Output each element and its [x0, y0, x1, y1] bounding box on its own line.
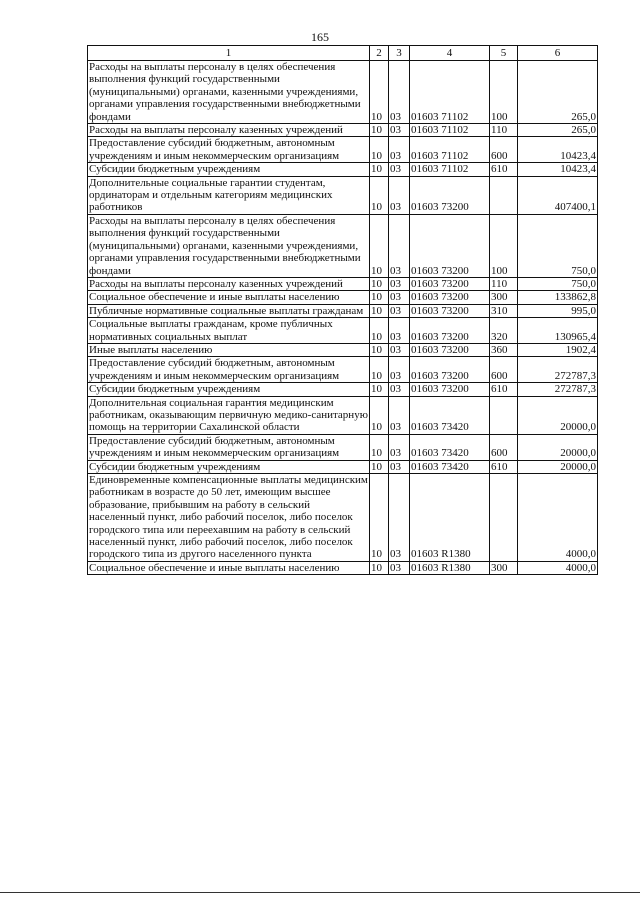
subsection-cell: 03: [389, 357, 410, 383]
target-article-cell: 01603 71102: [410, 163, 490, 176]
target-article-cell: 01603 71102: [410, 137, 490, 163]
target-article-cell: 01603 73200: [410, 304, 490, 317]
target-article-cell: 01603 73200: [410, 214, 490, 277]
amount-cell: 10423,4: [518, 163, 598, 176]
row-name-cell: Социальное обеспечение и иные выплаты населению: [88, 291, 370, 304]
expense-type-cell: 360: [490, 343, 518, 356]
subsection-cell: 03: [389, 61, 410, 124]
target-article-cell: 01603 73200: [410, 318, 490, 344]
amount-cell: 265,0: [518, 124, 598, 137]
expense-type-cell: 320: [490, 318, 518, 344]
expense-type-cell: 600: [490, 434, 518, 460]
expense-type-cell: 600: [490, 357, 518, 383]
amount-cell: 750,0: [518, 214, 598, 277]
target-article-cell: 01603 73420: [410, 460, 490, 473]
expense-type-cell: 600: [490, 137, 518, 163]
row-name-cell: Единовременные компенсационные выплаты медицинским работникам в возрасте до 50 лет, имеющим высшее образование, прибывшим на работу в сельский населенный пункт, либо рабочий поселок, либо поселок городского типа или переехавшим на работу в сельский населенный пункт, либо рабочий поселок, либо поселок городского типа из другого населенного пункта: [89, 474, 368, 561]
subsection-cell: 03: [389, 214, 410, 277]
row-name-cell: Публичные нормативные социальные выплаты гражданам: [88, 304, 370, 317]
target-article-cell: 01603 71102: [410, 61, 490, 124]
section-cell: 10: [370, 383, 389, 396]
section-cell: 10: [370, 396, 389, 434]
amount-cell: 4000,0: [518, 474, 598, 562]
subsection-cell: 03: [389, 383, 410, 396]
row-name-cell: Социальное обеспечение и иные выплаты населению: [88, 561, 370, 574]
table-row: [88, 474, 598, 562]
amount-cell: 20000,0: [518, 434, 598, 460]
table-row: [88, 396, 598, 434]
amount-cell: 265,0: [518, 61, 598, 124]
section-cell: 10: [370, 214, 389, 277]
expense-type-cell: [490, 396, 518, 434]
row-name-cell: Субсидии бюджетным учреждениям: [88, 383, 370, 396]
section-cell: 10: [370, 61, 389, 124]
subsection-cell: 03: [389, 318, 410, 344]
table-row: [88, 460, 598, 473]
section-cell: 10: [370, 357, 389, 383]
expense-type-cell: 100: [490, 214, 518, 277]
amount-cell: 750,0: [518, 277, 598, 290]
subsection-cell: 03: [389, 176, 410, 214]
target-article-cell: 01603 73420: [410, 396, 490, 434]
subsection-cell: 03: [389, 434, 410, 460]
header-cell: 2: [370, 46, 389, 61]
table-header-row: [88, 46, 598, 61]
expense-type-cell: 300: [490, 561, 518, 574]
subsection-cell: 03: [389, 137, 410, 163]
target-article-cell: 01603 73200: [410, 343, 490, 356]
section-cell: 10: [370, 137, 389, 163]
section-cell: 10: [370, 474, 389, 562]
section-cell: 10: [370, 318, 389, 344]
row-name-cell: Предоставление субсидий бюджетным, автономным учреждениям и иным некоммерческим организациям: [88, 434, 370, 460]
target-article-cell: 01603 73200: [410, 176, 490, 214]
row-name-cell: Иные выплаты населению: [88, 343, 370, 356]
expense-type-cell: 610: [490, 460, 518, 473]
target-article-cell: 01603 R1380: [410, 561, 490, 574]
target-article-cell: 01603 73200: [410, 357, 490, 383]
expense-type-cell: 110: [490, 277, 518, 290]
subsection-cell: 03: [389, 460, 410, 473]
subsection-cell: 03: [389, 343, 410, 356]
table-row: [88, 304, 598, 317]
section-cell: 10: [370, 163, 389, 176]
row-name-cell: Предоставление субсидий бюджетным, автономным учреждениям и иным некоммерческим организациям: [88, 137, 370, 163]
row-name-cell: Субсидии бюджетным учреждениям: [88, 460, 370, 473]
amount-cell: 995,0: [518, 304, 598, 317]
amount-cell: 20000,0: [518, 396, 598, 434]
scan-bottom-edge: [0, 892, 640, 893]
table-row: [88, 291, 598, 304]
amount-cell: 272787,3: [518, 357, 598, 383]
header-cell: 6: [518, 46, 598, 61]
page-number: 165: [311, 30, 329, 44]
row-name-cell: Расходы на выплаты персоналу казенных учреждений: [88, 124, 370, 137]
table-row: [88, 214, 598, 277]
row-name-cell: Социальные выплаты гражданам, кроме публичных нормативных социальных выплат: [88, 318, 370, 344]
table-row: [88, 357, 598, 383]
target-article-cell: 01603 73420: [410, 434, 490, 460]
row-name-cell: Расходы на выплаты персоналу казенных учреждений: [88, 277, 370, 290]
header-cell: 4: [410, 46, 490, 61]
table-row: [88, 61, 598, 124]
table-row: [88, 137, 598, 163]
amount-cell: 10423,4: [518, 137, 598, 163]
subsection-cell: 03: [389, 561, 410, 574]
amount-cell: 272787,3: [518, 383, 598, 396]
row-name-cell: Дополнительные социальные гарантии студентам, ординаторам и отдельным категориям медицинских работников: [88, 176, 370, 214]
subsection-cell: 03: [389, 163, 410, 176]
target-article-cell: 01603 R1380: [410, 474, 490, 562]
expense-type-cell: 610: [490, 383, 518, 396]
table-row: [88, 383, 598, 396]
subsection-cell: 03: [389, 304, 410, 317]
amount-cell: 20000,0: [518, 460, 598, 473]
row-name-cell: Дополнительная социальная гарантия медицинским работникам, оказывающим первичную медико-санитарную помощь на территории Сахалинской области: [89, 396, 368, 434]
expense-type-cell: [490, 176, 518, 214]
target-article-cell: 01603 73200: [410, 291, 490, 304]
row-name-cell: Расходы на выплаты персоналу в целях обеспечения выполнения функций государственными (муниципальными) органами, казенными учреждениями, органами управления государственными внебюджетными фондами: [88, 214, 370, 277]
amount-cell: 407400,1: [518, 176, 598, 214]
budget-table: [87, 45, 598, 575]
header-cell: 5: [490, 46, 518, 61]
expense-type-cell: 110: [490, 124, 518, 137]
expense-type-cell: 310: [490, 304, 518, 317]
table-row: [88, 318, 598, 344]
section-cell: 10: [370, 460, 389, 473]
amount-cell: 4000,0: [518, 561, 598, 574]
target-article-cell: 01603 73200: [410, 383, 490, 396]
header-cell: 1: [88, 46, 370, 61]
section-cell: 10: [370, 343, 389, 356]
subsection-cell: 03: [389, 474, 410, 562]
subsection-cell: 03: [389, 396, 410, 434]
target-article-cell: 01603 71102: [410, 124, 490, 137]
section-cell: 10: [370, 176, 389, 214]
table-row: [88, 124, 598, 137]
section-cell: 10: [370, 434, 389, 460]
header-cell: 3: [389, 46, 410, 61]
section-cell: 10: [370, 561, 389, 574]
table-row: [88, 434, 598, 460]
row-name-cell: Субсидии бюджетным учреждениям: [88, 163, 370, 176]
section-cell: 10: [370, 304, 389, 317]
section-cell: 10: [370, 291, 389, 304]
target-article-cell: 01603 73200: [410, 277, 490, 290]
expense-type-cell: 300: [490, 291, 518, 304]
amount-cell: 130965,4: [518, 318, 598, 344]
row-name-cell: Предоставление субсидий бюджетным, автономным учреждениям и иным некоммерческим организациям: [88, 357, 370, 383]
table-row: [88, 176, 598, 214]
table-row: [88, 277, 598, 290]
section-cell: 10: [370, 277, 389, 290]
section-cell: 10: [370, 124, 389, 137]
table-row: [88, 561, 598, 574]
expense-type-cell: 610: [490, 163, 518, 176]
subsection-cell: 03: [389, 291, 410, 304]
subsection-cell: 03: [389, 277, 410, 290]
subsection-cell: 03: [389, 124, 410, 137]
table-row: [88, 343, 598, 356]
expense-type-cell: 100: [490, 61, 518, 124]
row-name-cell: Расходы на выплаты персоналу в целях обеспечения выполнения функций государственными (муниципальными) органами, казенными учреждениями, органами управления государственными внебюджетными фондами: [88, 61, 370, 124]
amount-cell: 133862,8: [518, 291, 598, 304]
expense-type-cell: [490, 474, 518, 562]
table-row: [88, 163, 598, 176]
amount-cell: 1902,4: [518, 343, 598, 356]
